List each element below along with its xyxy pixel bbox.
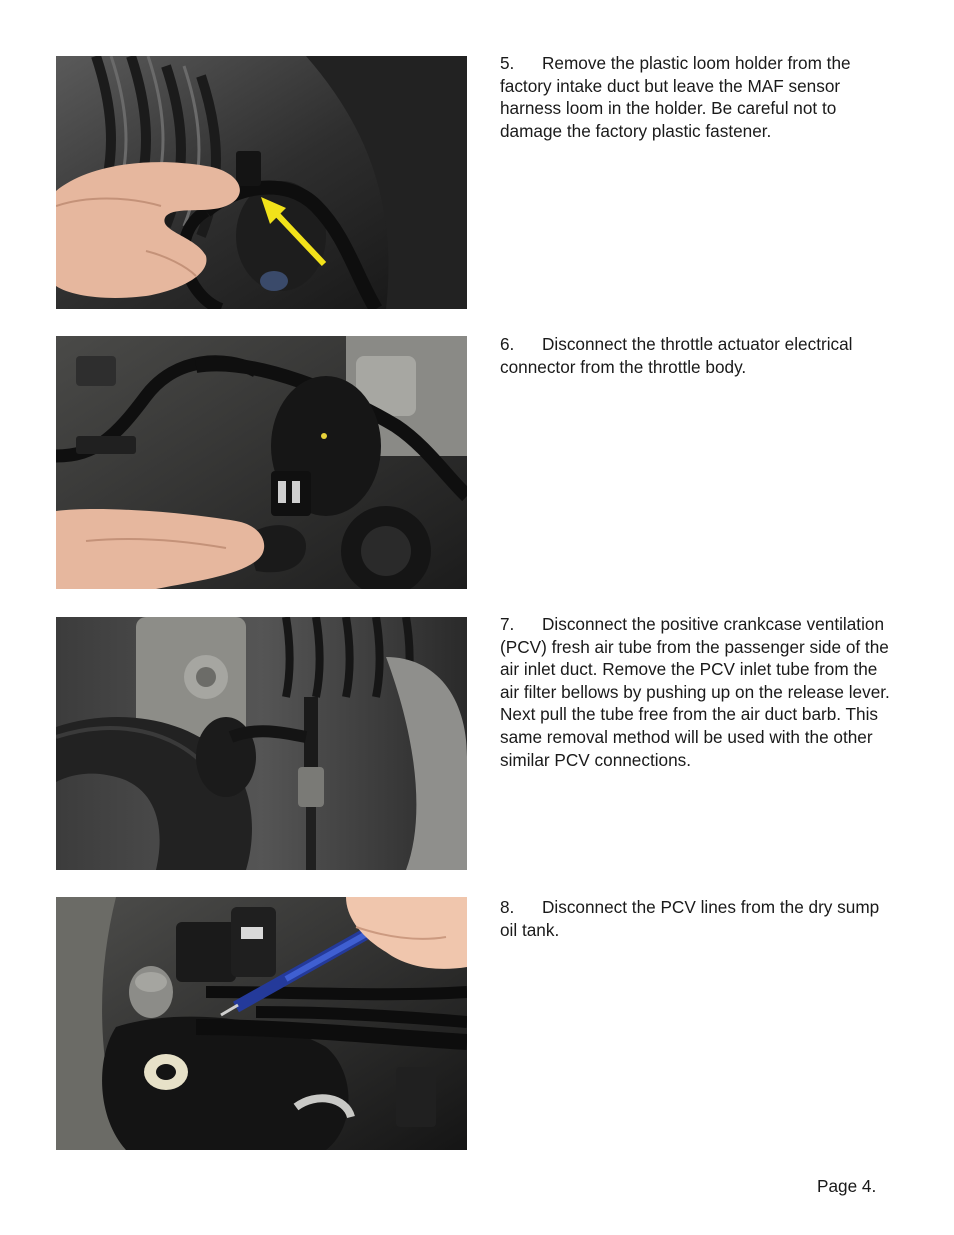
throttle-connector-photo bbox=[56, 336, 467, 589]
step-8-photo bbox=[56, 897, 467, 1150]
step-instruction: Disconnect the throttle actuator electrical connector from the throttle body. bbox=[500, 334, 853, 377]
step-5-photo bbox=[56, 56, 467, 309]
pcv-fresh-air-tube-photo bbox=[56, 617, 467, 870]
step-number: 5. bbox=[500, 53, 515, 73]
step-7-photo bbox=[56, 617, 467, 870]
step-6-text bbox=[500, 333, 895, 378]
step-number: 6. bbox=[500, 334, 515, 354]
step-number: 7. bbox=[500, 614, 515, 634]
step-number: 8. bbox=[500, 897, 515, 917]
step-instruction: Disconnect the positive crankcase ventilation (PCV) fresh air tube from the passenger side of the air inlet duct. Remove the PCV inlet tube from the air filter bellows by pushing up on the release lever. Next pull the tube free from the air duct barb. This same removal method will be used with the other similar PCV connections. bbox=[500, 614, 890, 770]
step-7-text bbox=[500, 613, 895, 771]
dry-sump-pcv-lines-photo bbox=[56, 897, 467, 1150]
step-5-text bbox=[500, 52, 895, 142]
step-instruction: Disconnect the PCV lines from the dry sump oil tank. bbox=[500, 897, 880, 940]
step-6-photo bbox=[56, 336, 467, 589]
step-8-text bbox=[500, 896, 895, 941]
maf-harness-photo bbox=[56, 56, 467, 309]
step-instruction: Remove the plastic loom holder from the factory intake duct but leave the MAF sensor harness loom in the holder. Be careful not to damage the factory plastic fastener. bbox=[500, 53, 851, 141]
page-number: Page 4. bbox=[817, 1176, 877, 1196]
